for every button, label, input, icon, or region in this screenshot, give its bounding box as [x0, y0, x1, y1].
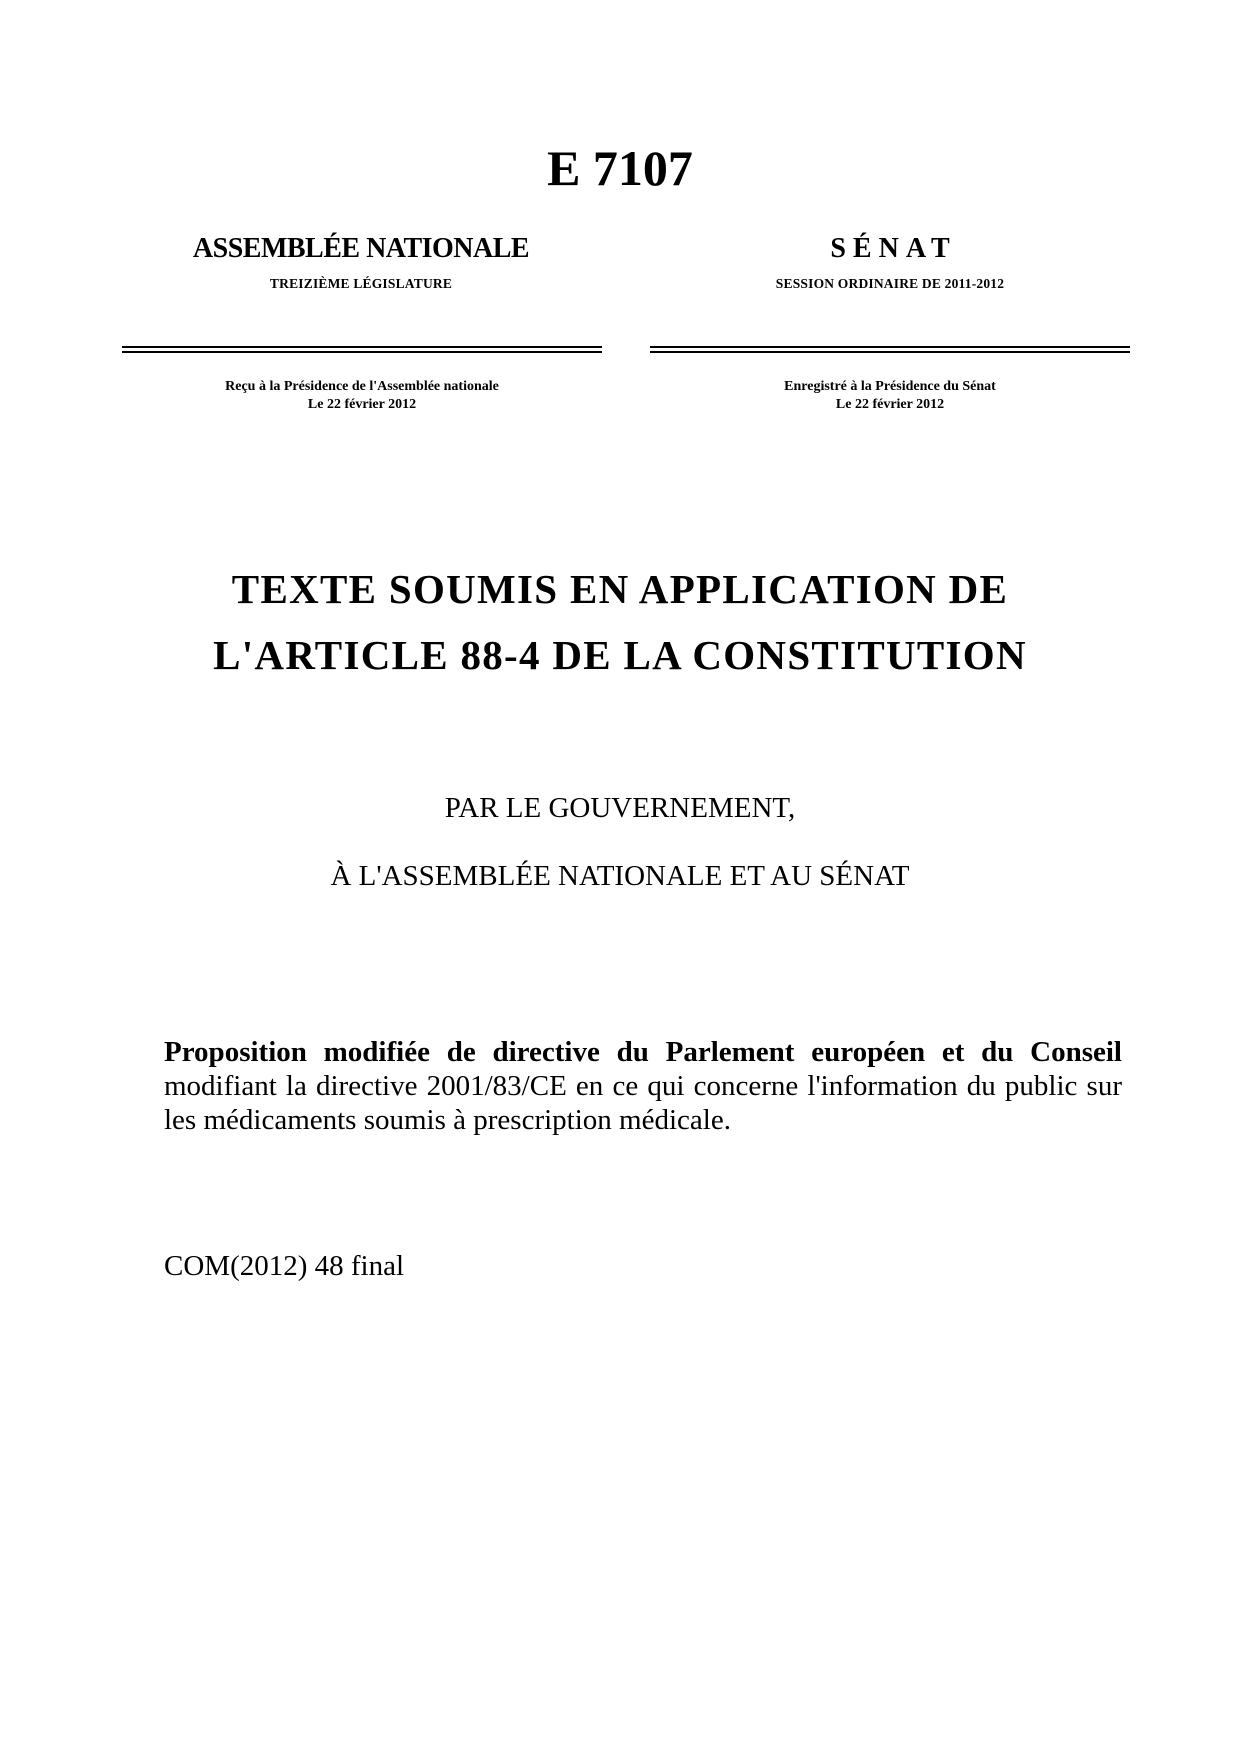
- proposal-title: Proposition modifiée de directive du Parlement européen et du Conseil: [164, 1036, 1122, 1068]
- proposal-paragraph: [164, 1035, 1122, 1137]
- main-title-line2: L'ARTICLE 88-4 DE LA CONSTITUTION: [213, 632, 1027, 678]
- main-title: [0, 556, 1240, 688]
- senate-name: SÉNAT: [830, 233, 957, 264]
- assembly-header: [120, 232, 602, 292]
- senate-registered-line1: Enregistré à la Présidence du Sénat: [784, 379, 996, 394]
- senate-header: [650, 232, 1130, 292]
- com-reference: COM(2012) 48 final: [164, 1250, 405, 1282]
- proposal-description: modifiant la directive 2001/83/CE en ce qui concerne l'information du public sur les médicaments soumis à prescription médicale.: [164, 1070, 1122, 1136]
- submission-by: PAR LE GOUVERNEMENT,: [444, 792, 796, 824]
- submission-to: À L'ASSEMBLÉE NATIONALE ET AU SÉNAT: [330, 860, 910, 892]
- senate-registered-date: Le 22 février 2012: [835, 397, 945, 412]
- assembly-divider: [122, 346, 602, 353]
- senate-session: SESSION ORDINAIRE DE 2011-2012: [775, 276, 1005, 291]
- assembly-received-line1: Reçu à la Présidence de l'Assemblée nationale: [225, 379, 499, 394]
- main-title-line1: TEXTE SOUMIS EN APPLICATION DE: [231, 566, 1009, 612]
- document-number: E 7107: [547, 140, 693, 196]
- assembly-legislature: TREIZIÈME LÉGISLATURE: [269, 276, 453, 291]
- senate-registered: [650, 378, 1130, 414]
- assembly-received: [122, 378, 602, 414]
- assembly-name: ASSEMBLÉE NATIONALE: [192, 233, 530, 264]
- assembly-received-date: Le 22 février 2012: [307, 397, 417, 412]
- senate-divider: [650, 346, 1130, 353]
